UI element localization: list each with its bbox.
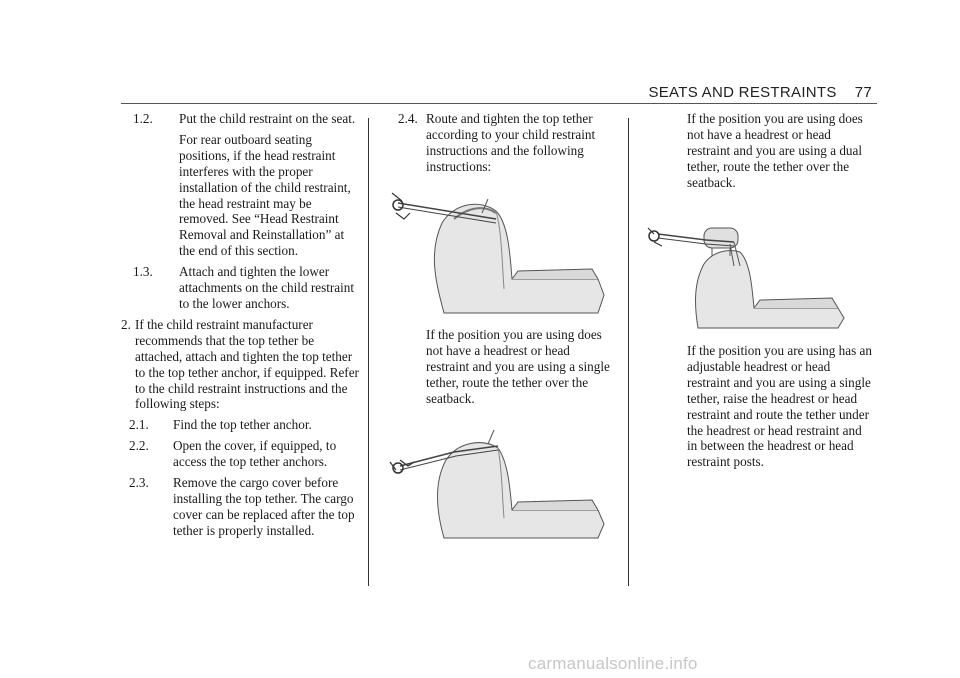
column-divider-1 [368,118,369,586]
column-1 [121,111,361,544]
column-divider-2 [628,118,629,586]
column-2-paragraph [426,327,616,407]
header-rule [121,103,877,104]
item-text: If the child restraint manufacturer recommends that the top tether be attached, attach and tighten the top tether to the top tether anchor, if equipped. Refer to the child restraint instructions and the following steps: [135,316,359,412]
item-number: 2.4. [398,111,418,126]
list-item [121,132,361,259]
item-text: Attach and tighten the lower attachments on the child restraint to the lower anchors. [179,264,355,311]
paragraph-text: If the position you are using does not have a headrest or head restraint and you are using a dual tether, route the tether over the seatback. [687,111,863,190]
page-number: 77 [854,84,872,101]
item-text: Put the child restraint on the seat. [179,111,356,126]
list-item [121,111,361,127]
item-number: 2.3. [129,475,149,491]
section-title: SEATS AND RESTRAINTS [648,84,837,101]
item-text: Open the cover, if equipped, to access the top tether anchors. [173,438,337,470]
item-number: 2.2. [129,438,149,454]
figure-single-tether-seatback-1 [384,183,612,315]
figure-dual-tether-headrest [640,222,854,330]
item-number: 2.1. [129,417,149,433]
list-item [121,264,361,312]
paragraph-text: If the position you are using has an adjustable headrest or head restraint and you are using a single tether, raise the headrest or head restraint and route the tether under the headrest or head restraint and in between the headrest or head restraint posts. [687,343,872,470]
list-item [121,438,361,470]
column-2 [382,111,618,181]
item-text: Route and tighten the top tether according to your child restraint instructions and the following instructions: [426,111,596,174]
item-number: 1.3. [133,264,153,280]
list-item [121,475,361,539]
column-3-paragraph-2 [687,343,873,470]
running-header [560,84,872,101]
list-item [121,417,361,433]
item-paragraph: For rear outboard seating positions, if the head restraint interferes with the proper installation of the child restraint, the head restraint may be removed. See “Head Restraint Removal and Reinstallation” at the end of this section. [179,131,351,259]
paragraph-text: If the position you are using does not have a headrest or head restraint and you are using a single tether, route the tether over the seatback. [426,327,610,406]
item-text: Remove the cargo cover before installing the top tether. The cargo cover can be replaced after the top tether is properly installed. [173,475,355,538]
list-item [121,317,361,412]
item-number: 1.2. [133,111,153,126]
figure-single-tether-seatback-2 [384,424,612,540]
column-3 [687,111,873,191]
item-text: Find the top tether anchor. [173,417,312,433]
item-number: 2. [121,316,131,332]
list-item [382,111,618,175]
watermark: carmanualsonline.info [528,654,698,673]
